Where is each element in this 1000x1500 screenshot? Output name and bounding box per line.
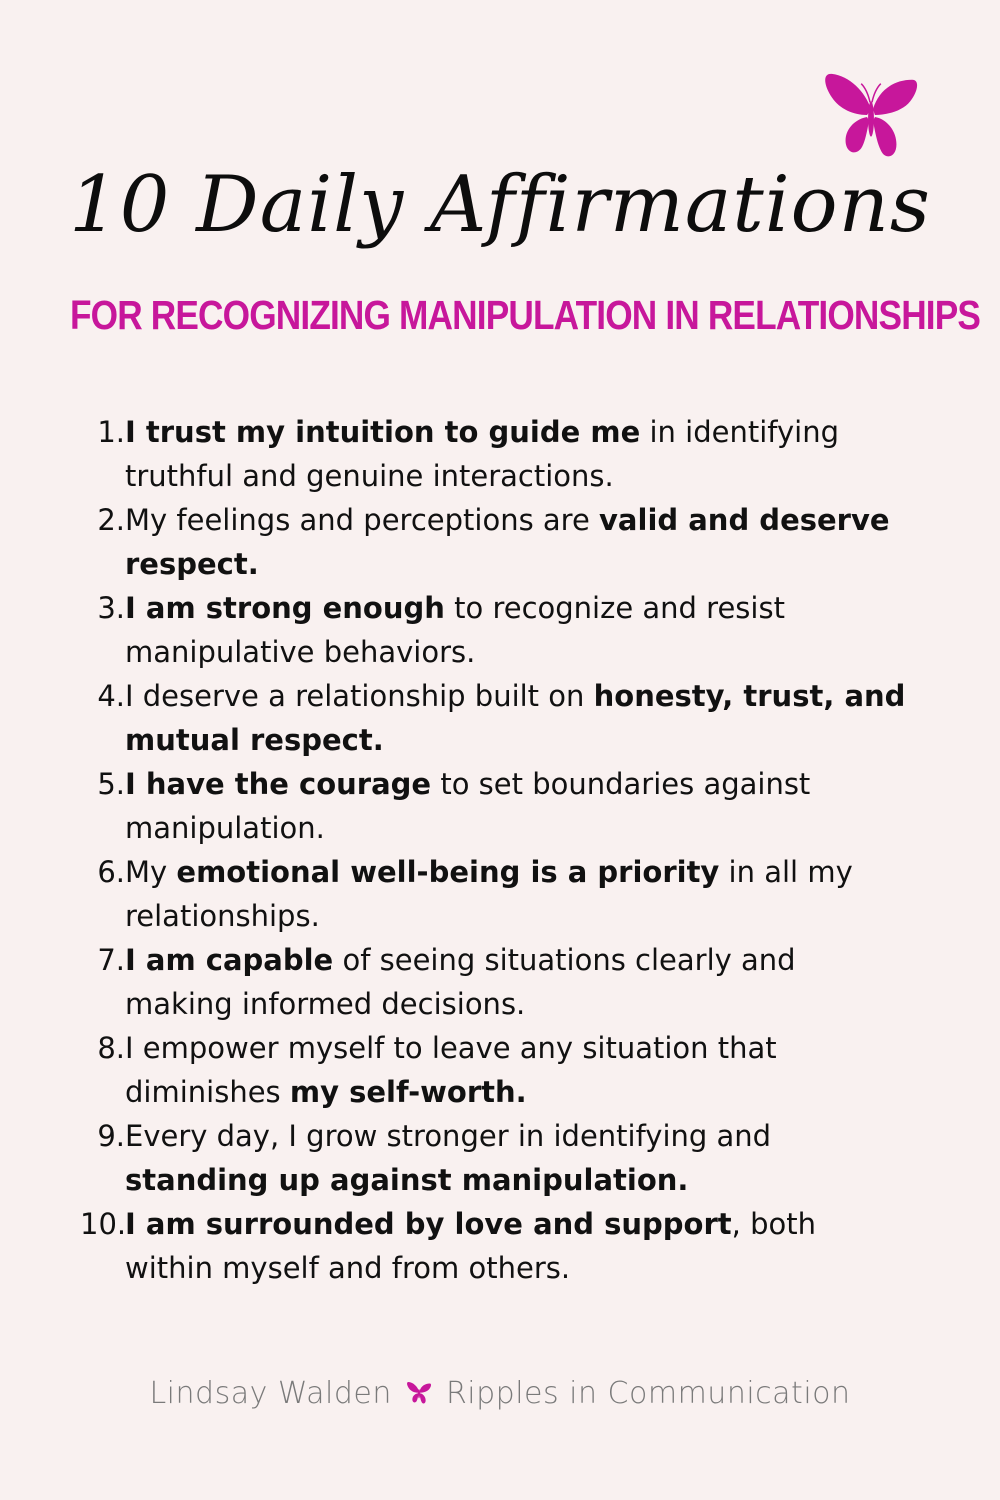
plain-text: I empower myself to leave any situation that diminishes (125, 1031, 777, 1109)
footer-brand: Ripples in Communication (445, 1376, 851, 1411)
footer-credit (0, 1376, 1000, 1411)
list-item-number: 7. (97, 943, 125, 977)
plain-text: , both within myself and from others. (125, 1207, 816, 1285)
bold-text: I am capable (125, 943, 334, 977)
list-item-text (125, 1202, 910, 1290)
list-item-number: 6. (97, 855, 125, 889)
list-item-number: 9. (97, 1119, 125, 1153)
list-item (80, 410, 910, 498)
bold-text: honesty, trust, and mutual respect. (125, 679, 906, 757)
list-item (80, 1026, 910, 1114)
bold-text: valid and deserve respect. (125, 503, 890, 581)
list-item (80, 586, 910, 674)
list-item (80, 850, 910, 938)
affirmation-list (80, 410, 910, 1290)
list-item-number: 10. (80, 1207, 127, 1241)
list-item (80, 498, 910, 586)
bold-text: I am strong enough (125, 591, 445, 625)
butterfly-icon (406, 1381, 432, 1405)
list-item-number: 8. (97, 1031, 125, 1065)
list-item-text (125, 762, 910, 850)
list-item-text (125, 674, 910, 762)
list-item (80, 674, 910, 762)
list-item-text (125, 498, 910, 586)
plain-text: My feelings and perceptions are (125, 503, 600, 537)
bold-text: I am surrounded by love and support (125, 1207, 732, 1241)
plain-text: in identifying truthful and genuine interactions. (125, 415, 839, 493)
bold-text: standing up against manipulation. (125, 1163, 689, 1197)
list-item (80, 938, 910, 1026)
page-subtitle: FOR RECOGNIZING MANIPULATION IN RELATIONSHIPS (70, 292, 981, 338)
bold-text: emotional well-being is a priority (176, 855, 720, 889)
butterfly-icon (822, 70, 920, 162)
footer-author: Lindsay Walden (149, 1376, 392, 1411)
list-item-text (125, 850, 910, 938)
plain-text: in all my relationships. (125, 855, 853, 933)
list-item (80, 1114, 910, 1202)
list-item (80, 762, 910, 850)
plain-text: to set boundaries against manipulation. (125, 767, 811, 845)
plain-text: I deserve a relationship built on (125, 679, 594, 713)
list-item-number: 2. (97, 503, 125, 537)
list-item-number: 4. (97, 679, 125, 713)
list-item-text (125, 410, 910, 498)
bold-text: I have the courage (125, 767, 432, 801)
plain-text: to recognize and resist manipulative behaviors. (125, 591, 785, 669)
list-item-text (125, 1114, 910, 1202)
list-item-text (125, 938, 910, 1026)
list-item-number: 5. (97, 767, 125, 801)
list-item-text (125, 1026, 910, 1114)
plain-text: of seeing situations clearly and making informed decisions. (125, 943, 796, 1021)
plain-text: Every day, I grow stronger in identifying and (125, 1119, 772, 1153)
page-title: 10 Daily Affirmations (69, 160, 931, 250)
list-item-number: 1. (97, 415, 125, 449)
list-item-text (125, 586, 910, 674)
list-item (80, 1202, 910, 1290)
bold-text: my self-worth. (289, 1075, 527, 1109)
bold-text: I trust my intuition to guide me (125, 415, 641, 449)
plain-text: My (125, 855, 177, 889)
list-item-number: 3. (97, 591, 125, 625)
